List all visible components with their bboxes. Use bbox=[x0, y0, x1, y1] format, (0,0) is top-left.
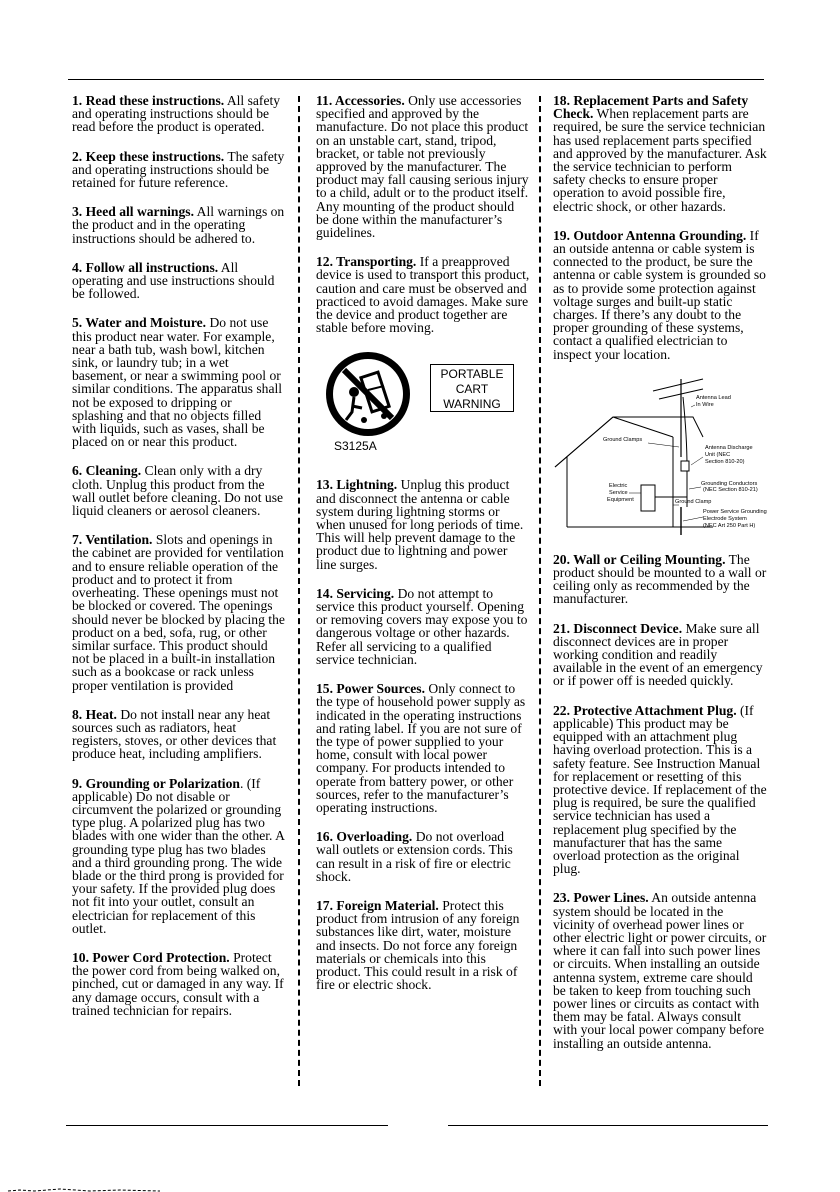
instruction-item: 21. Disconnect Device. Make sure all disconnect devices are in proper working condition and readily available in the event of an emergency or if power off is needed quickly. bbox=[553, 620, 763, 689]
discharge-unit-label-2: Unit (NEC bbox=[705, 451, 731, 458]
column-2 bbox=[316, 94, 530, 1007]
instruction-item: 1. Read these instructions. All safety and operating instructions should be read before the product is operated. bbox=[72, 93, 281, 135]
electrode-system-label-2: Electrode System bbox=[703, 515, 747, 522]
electric-service-label-2: Service bbox=[609, 489, 628, 496]
scan-artifact bbox=[0, 1184, 180, 1192]
cart-symbol-code: S3125A bbox=[334, 439, 377, 454]
instruction-item: 4. Follow all instructions. All operating and use instructions should be followed. bbox=[72, 259, 275, 302]
antenna-grounding-diagram bbox=[553, 377, 767, 537]
antenna-grounding-illustration bbox=[553, 377, 767, 537]
instruction-item: 18. Replacement Parts and Safety Check. When replacement parts are required, be sure the service technician has used replacement parts specified and approved by the manufacturer. Ask the service technician to perform safety checks to ensure proper operation to avoid possible fire, electric shock, or other hazards. bbox=[553, 93, 767, 214]
discharge-unit-label: Antenna Discharge bbox=[705, 444, 753, 451]
instruction-item: 20. Wall or Ceiling Mounting. The product should be mounted to a wall or ceiling only as recommended by the manufacturer. bbox=[553, 551, 767, 607]
bottom-rule-left bbox=[66, 1125, 388, 1126]
instruction-item: 12. Transporting. If a preapproved device is used to transport this product, caution and care must be observed and practiced to avoid damages. Make sure the device and product together are stable before moving. bbox=[316, 254, 530, 336]
instruction-item: 10. Power Cord Protection. Protect the power cord from being walked on, pinched, cut or damaged in any way. If any damage occurs, consult with a trained technician for repairs. bbox=[72, 949, 284, 1018]
electrode-system-label: Power Service Grounding bbox=[703, 508, 767, 515]
column-divider bbox=[539, 96, 541, 1086]
instruction-item: 14. Servicing. Do not attempt to service this product yourself. Opening or removing covers may expose you to dangerous voltage or other hazards. Refer all servicing to a qualified service technician. bbox=[316, 585, 528, 667]
instruction-item: 17. Foreign Material. Protect this product from intrusion of any foreign substances like dirt, water, moisture and insects. Do not force any foreign materials or chemicals into this product. This could result in a risk of fire or electric shock. bbox=[316, 897, 520, 993]
column-divider bbox=[298, 96, 300, 1086]
instruction-item: 7. Ventilation. Slots and openings in the cabinet are provided for ventilation and to ensure reliable operation of the product and to protect it from overheating. These openings must not be blocked or covered. The openings should never be blocked by placing the product on a bed, sofa, rug, or other similar surface. This product should not be placed in a built-in installation such as a bookcase or rack unless proper ventilation is provided bbox=[72, 532, 285, 693]
instruction-item: 23. Power Lines. An outside antenna system should be located in the vicinity of overhead power lines or other electric light or power circuits, or where it can fall into such power lines or circuits. When installing an outside antenna system, extreme care should be taken to keep from touching such power lines or circuits as contact with them may be fatal. Always consult with your local power company before installing an outside antenna. bbox=[553, 890, 767, 1051]
instruction-item: 2. Keep these instructions. The safety and operating instructions should be retained for future reference. bbox=[72, 148, 285, 191]
electric-service-label-3: Equipment bbox=[607, 496, 634, 503]
instruction-item: 8. Heat. Do not install near any heat sources such as radiators, heat registers, stoves, or other devices that produce heat, including amplifiers. bbox=[72, 706, 277, 762]
grounding-conductors-label: Grounding Conductors bbox=[701, 480, 758, 487]
instruction-item: 22. Protective Attachment Plug. (If applicable) This product may be equipped with an attachment plug having overload protection. This is a safety feature. See Instruction Manual for replacement or resetting of this protective device. If replacement of the plug is required, be sure the qualified service technician has used a replacement plug specified by the manufacturer that has the same overload protection as the original plug. bbox=[553, 702, 767, 877]
column-1 bbox=[72, 94, 286, 1033]
column-3 bbox=[553, 94, 767, 1066]
top-rule bbox=[68, 79, 764, 80]
portable-cart-warning-figure bbox=[316, 350, 530, 462]
ground-clamp-label: Ground Clamp bbox=[675, 498, 712, 505]
instruction-item: 15. Power Sources. Only connect to the type of household power supply as indicated in the operating instructions and rating label. If you are not sure of the type of power supplied to your home, consult with local power company. For products intended to operate from battery power, or other sources, refer to the manufacturer’s operating instructions. bbox=[316, 681, 526, 815]
portable-cart-warning-label: PORTABLE CART WARNING bbox=[430, 364, 514, 412]
instruction-item: 5. Water and Moisture. Do not use this product near water. For example, near a bath tub, wash bowl, kitchen sink, or laundry tub; in a wet basement, or near a swimming pool or similar conditions. The apparatus shall not be exposed to dripping or splashing and that no objects filled with liquids, such as vases, shall be placed on or near this product. bbox=[72, 315, 283, 450]
bottom-rule-right bbox=[448, 1125, 768, 1126]
instruction-item: 6. Cleaning. Clean only with a dry cloth. Unplug this product from the wall outlet before cleaning. Do not use liquid cleaners or aerosol cleaners. bbox=[72, 463, 284, 519]
ground-clamps-label: Ground Clamps bbox=[603, 436, 643, 443]
instruction-item: 13. Lightning. Unplug this product and disconnect the antenna or cable system during lightning storms or when unused for long periods of time. This will help prevent damage to the product due to lightning and power line surges. bbox=[316, 477, 524, 572]
discharge-unit-label-3: Section 810-20) bbox=[705, 458, 745, 465]
instruction-item: 19. Outdoor Antenna Grounding. If an outside antenna or cable system is connected to the product, be sure the antenna or cable system is grounded so as to provide some protection against voltage surges and built-up static charges. If there’s any doubt to the proper grounding of these systems, contact a qualified electrician to inspect your location. bbox=[553, 227, 766, 362]
antenna-lead-in-label: Antenna Lead bbox=[696, 394, 731, 401]
instruction-item: 11. Accessories. Only use accessories specified and approved by the manufacture. Do not place this product on an unstable cart, stand, tripod, bracket, or table not previously approved by the manufacturer. The product may fall causing serious injury to a child, adult or to the product itself. Any mounting of the product should be done within the manufacturer’s guidelines. bbox=[316, 93, 529, 241]
instruction-item: 9. Grounding or Polarization. (If applicable) Do not disable or circumvent the polarized or grounding type plug. A polarized plug has two blades with one wider than the other. A grounding type plug has two blades and a third grounding prong. The wide blade or the third prong is provided for your safety. If the provided plug does not fit into your outlet, consult an electrician for replacement of this outlet. bbox=[72, 775, 285, 936]
cart-tipover-icon bbox=[318, 350, 418, 438]
instruction-item: 16. Overloading. Do not overload wall outlets or extension cords. This can result in a risk of fire or electric shock. bbox=[316, 829, 513, 884]
electric-service-label: Electric bbox=[609, 482, 628, 489]
electrode-system-label-3: (NEC Art 250 Part H) bbox=[703, 522, 756, 529]
grounding-conductors-label-2: (NEC Section 810-21) bbox=[703, 486, 758, 493]
antenna-lead-in-label-2: In Wire bbox=[696, 401, 714, 408]
instruction-item: 3. Heed all warnings. All warnings on the product and in the operating instructions should be adhered to. bbox=[72, 204, 285, 246]
